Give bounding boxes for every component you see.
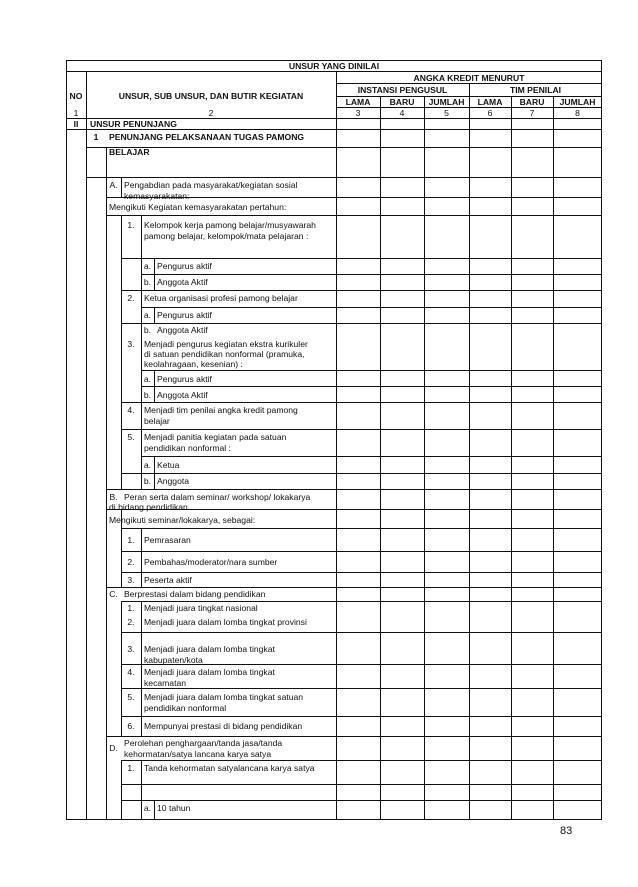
row-text-2: pamong belajar, kelompok/mata pelajaran : [144,231,309,241]
row-num: 3. [127,644,135,654]
row-text: Mengikuti seminar/lokakarya, sebagai: [109,515,256,525]
row-text: Berprestasi dalam bidang pendidikan [124,589,266,599]
col-lama-1: LAMA [345,97,371,107]
row-text: Menjadi pengurus kegiatan ekstra kurikuler [144,339,308,349]
row-text: Pemrasaran [144,535,191,545]
row-text: Anggota [157,476,190,486]
row-letter: a. [143,374,152,384]
row-text: 10 tahun [157,803,191,813]
row-text: Menjadi juara dalam lomba tingkat satuan [144,692,304,702]
row-num: 1. [127,763,135,773]
row-num: 5. [127,692,135,702]
row-text: Perolehan penghargaan/tanda jasa/tanda [124,738,283,748]
row-text: Menjadi juara tingkat nasional [144,603,258,613]
assessment-table [66,60,602,820]
row-num: 6. [127,721,135,731]
colnum-5: 5 [444,108,449,118]
row-text: Menjadi panitia kegiatan pada satuan [144,432,287,442]
row-letter: a. [143,261,152,271]
row-letter: D. [109,743,118,753]
row-num: 2. [127,557,135,567]
row-text: Menjadi juara dalam lomba tingkat [144,644,275,654]
row-text: Anggota Aktif [157,390,208,400]
row-text: Anggota Aktif [157,277,208,287]
row-text-2: kecamatan [144,678,187,688]
row-text: Pengabdian pada masyarakat/kegiatan sosial [124,180,298,190]
row-text-2: di satuan pendidikan nonformal (pramuka, [144,349,305,359]
col-no-header: NO [69,91,83,101]
row-text-3: keolahragaan, kesenian) : [144,359,243,369]
row-text: UNSUR PENUNJANG [90,119,177,129]
row-text: Pengurus aktif [157,374,212,384]
colnum-1: 1 [73,108,79,118]
col-lama-2: LAMA [477,97,503,107]
row-text: Ketua [157,460,180,470]
row-letter: C. [109,589,118,599]
tim-header: TIM PENILAI [509,85,562,95]
col-jumlah-1: JUMLAH [428,97,465,107]
row-text-2: BELAJAR [109,147,150,157]
row-text: Mempunyai prestasi di bidang pendidikan [144,721,303,731]
row-num: 1. [127,603,135,613]
colnum-3: 3 [355,108,361,118]
row-text: Menjadi tim penilai angka kredit pamong [144,405,298,415]
row-text: Pengurus aktif [157,261,212,271]
row-num: 4. [127,667,135,677]
row-text: Mengikuti Kegiatan kemasyarakatan pertahun: [109,202,287,212]
row-num: 1. [127,220,135,230]
row-letter: B. [109,492,118,502]
row-text: Kelompok kerja pamong belajar/musyawarah [144,220,316,230]
row-text-2: kemasyarakatan: [124,191,190,201]
table-title: UNSUR YANG DINILAI [288,61,380,71]
row-num: 2. [127,617,135,627]
row-text-2: pendidikan nonformal [144,703,227,713]
row-text: Menjadi juara dalam lomba tingkat provinsi [144,617,307,627]
colnum-4: 4 [399,108,405,118]
row-letter: a. [143,460,152,470]
row-text: Pembahas/moderator/nara sumber [144,557,278,567]
row-letter: A. [109,180,118,190]
col-baru-2: BARU [519,97,545,107]
row-text-2: di bidang pendidikan [109,502,188,512]
col-jumlah-2: JUMLAH [559,97,596,107]
row-letter: b. [143,476,152,486]
colnum-8: 8 [575,108,580,118]
row-text-2: belajar [144,416,170,426]
col-kegiatan-header: UNSUR, SUB UNSUR, DAN BUTIR KEGIATAN [118,91,304,101]
row-text: Ketua organisasi profesi pamong belajar [144,293,298,303]
colnum-7: 7 [529,108,535,118]
angka-kredit-header: ANGKA KREDIT MENURUT [413,73,525,83]
row-text: Pengurus aktif [157,310,212,320]
row-letter: a. [143,310,152,320]
page-number: 83 [560,825,573,837]
row-text: Tanda kehormatan satyalancana karya satya [144,763,315,773]
colnum-6: 6 [487,108,493,118]
colnum-2: 2 [208,108,214,118]
row-num: 5. [127,432,135,442]
row-letter: b. [143,277,152,287]
row-letter: b. [143,325,152,335]
instansi-header: INSTANSI PENGUSUL [357,85,448,95]
row-text-2: kabupaten/kota [144,655,203,665]
row-num: 1. [127,535,135,545]
row-num: 3. [127,575,135,585]
row-text: Peran serta dalam seminar/ workshop/ lokakarya [124,492,311,502]
row-text: Anggota Aktif [157,325,208,335]
row-text: Menjadi juara dalam lomba tingkat [144,667,275,677]
row-text: Peserta aktif [144,575,192,585]
row-no: II [73,119,79,129]
row-num: 4. [127,405,135,415]
row-text-2: pendidikan nonformal : [144,443,231,453]
col-baru-1: BARU [389,97,415,107]
row-num: 1 [93,132,99,142]
row-letter: b. [143,390,152,400]
row-num: 3. [127,339,135,349]
row-text-2: kehormatan/satya lancana karya satya [124,749,272,759]
row-letter: a. [143,803,152,813]
row-text: PENUNJANG PELAKSANAAN TUGAS PAMONG [109,132,305,142]
row-num: 2. [127,293,135,303]
